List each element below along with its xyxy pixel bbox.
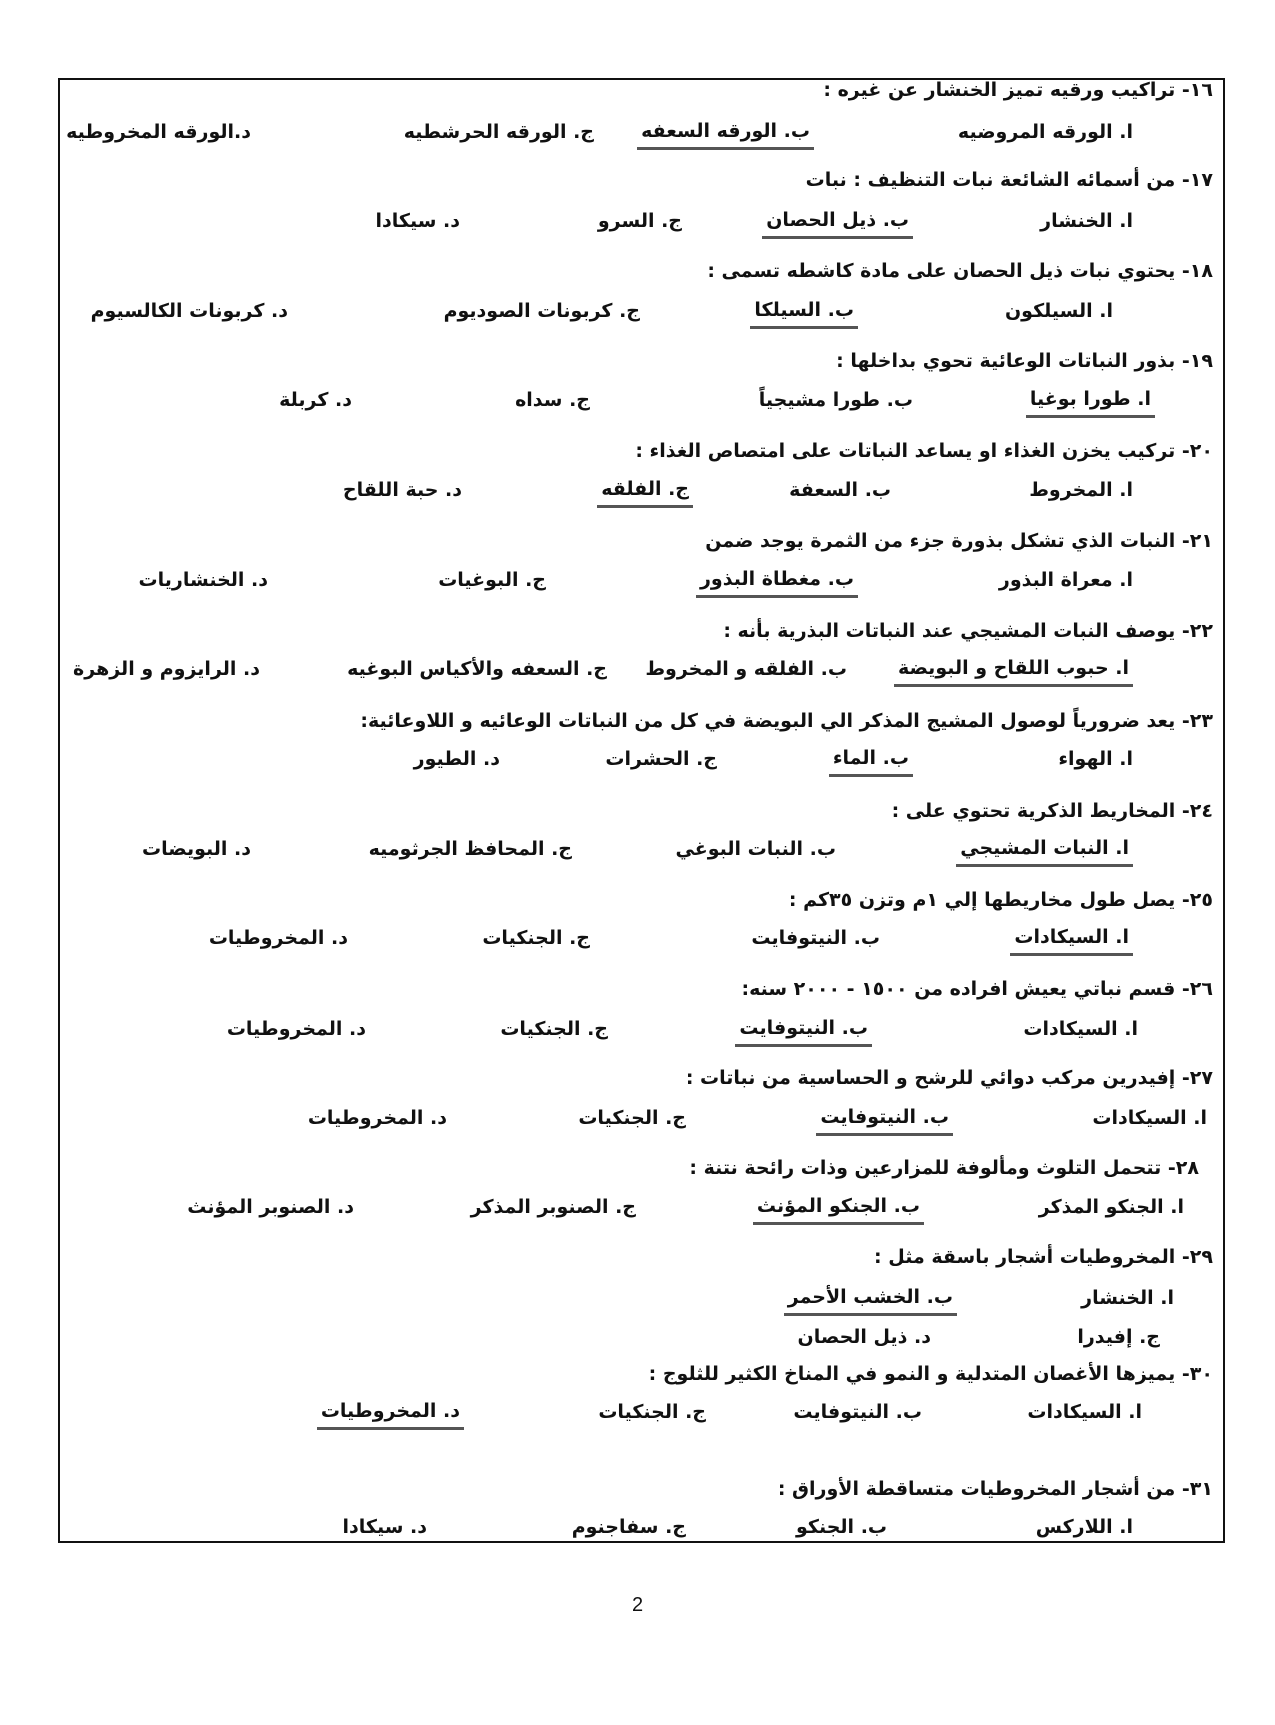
answer-option: د. حبة اللقاح	[342, 479, 462, 501]
question-text: ١٨- يحتوي نبات ذيل الحصان على مادة كاشطه تسمى :	[707, 260, 1213, 282]
question-text: ٢٥- يصل طول مخاريطها إلي ١م وتزن ٣٥كم :	[788, 889, 1213, 911]
answer-option: ا. السيكادات	[1027, 1401, 1142, 1423]
answer-option-underlined: ب. النيتوفايت	[735, 1017, 872, 1047]
answer-option-underlined: ا. السيكادات	[1010, 926, 1133, 956]
answer-option-underlined: ب. النيتوفايت	[816, 1106, 953, 1136]
answer-option: ج. المحافظ الجرثوميه	[368, 838, 572, 860]
answer-option: ج. السرو	[597, 210, 682, 232]
answer-option: د. البويضات	[142, 838, 251, 860]
answer-option: ج. السعفه والأكياس البوغيه	[347, 658, 607, 680]
answer-option-underlined: ب. ذيل الحصان	[762, 209, 913, 239]
question-text: ١٧- من أسمائه الشائعة نبات التنظيف : نبات	[805, 169, 1213, 191]
answer-option-underlined: ا. طورا بوغيا	[1026, 388, 1155, 418]
answer-option: د. سيكادا	[342, 1516, 427, 1538]
answer-option: ب. طورا مشيجياً	[758, 389, 913, 411]
answer-option: د. كربونات الكالسيوم	[90, 300, 288, 322]
answer-option: ج. الحشرات	[605, 748, 717, 770]
answer-option: ج. سداه	[515, 389, 590, 411]
answer-option: ب. النيتوفايت	[793, 1401, 922, 1423]
question-text: ٢٣- يعد ضرورياً لوصول المشيج المذكر الي البويضة في كل من النباتات الوعائيه و اللاوعائية:	[360, 710, 1213, 732]
answer-option: ا. اللاركس	[1035, 1516, 1133, 1538]
answer-option: ج. البوغيات	[438, 569, 546, 591]
answer-option: ج. الجنكيات	[482, 927, 590, 949]
answer-option-underlined: ب. الجنكو المؤنث	[753, 1195, 924, 1225]
answer-option: ج. الجنكيات	[598, 1401, 706, 1423]
answer-option: د. الرايزوم و الزهرة	[73, 658, 260, 680]
answer-option: ج. الجنكيات	[500, 1018, 608, 1040]
answer-option: ا. الجنكو المذكر	[1038, 1196, 1184, 1218]
answer-option: ا. السيلكون	[1004, 300, 1113, 322]
question-text: ١٦- تراكيب ورقيه تميز الخنشار عن غيره :	[823, 79, 1213, 101]
answer-option: د. الطيور	[413, 748, 500, 770]
question-text: ٢١- النبات الذي تشكل بذورة جزء من الثمرة يوجد ضمن	[705, 530, 1213, 552]
answer-option-underlined: ب. الورقه السعفه	[637, 120, 814, 150]
answer-option: ج. الصنوبر المذكر	[470, 1196, 636, 1218]
answer-option: ب. النبات البوغي	[675, 838, 836, 860]
answer-option: ج. إفيدرا	[1077, 1326, 1160, 1348]
question-text: ٣٠- يميزها الأغصان المتدلية و النمو في المناخ الكثير للثلوج :	[648, 1363, 1213, 1385]
answer-option: ا. السيكادات	[1092, 1107, 1207, 1129]
answer-option: ا. الخنشار	[1040, 210, 1133, 232]
answer-option-underlined: ب. مغطاة البذور	[696, 568, 858, 598]
answer-option: ا. الهواء	[1058, 748, 1133, 770]
question-text: ٢٨- تتحمل التلوث ومألوفة للمزارعين وذات رائحة نتنة :	[689, 1157, 1199, 1179]
answer-option-underlined: د. المخروطيات	[317, 1400, 464, 1430]
answer-option: ب. السعفة	[789, 479, 891, 501]
question-text: ٣١- من أشجار المخروطيات متساقطة الأوراق :	[777, 1478, 1213, 1500]
answer-option-underlined: ب. السيلكا	[750, 299, 858, 329]
question-text: ١٩- بذور النباتات الوعائية تحوي بداخلها :	[836, 350, 1213, 372]
question-text: ٢٢- يوصف النبات المشيجي عند النباتات البذرية بأنه :	[723, 620, 1213, 642]
answer-option: د. كربلة	[279, 389, 352, 411]
answer-option: د. ذيل الحصان	[797, 1326, 931, 1348]
answer-option: ا. الخنشار	[1081, 1287, 1174, 1309]
answer-option: ب. الجنكو	[796, 1516, 887, 1538]
answer-option: د. الخنشاريات	[138, 569, 268, 591]
question-text: ٢٤- المخاريط الذكرية تحتوي على :	[891, 800, 1213, 822]
answer-option-underlined: ا. النبات المشيجي	[956, 837, 1133, 867]
answer-option-underlined: ج. الفلقه	[597, 478, 693, 508]
answer-option: ا. معراة البذور	[998, 569, 1133, 591]
question-text: ٢٠- تركيب يخزن الغذاء او يساعد النباتات على امتصاص الغذاء :	[635, 440, 1213, 462]
answer-option-underlined: ا. حبوب اللقاح و البويضة	[894, 657, 1133, 687]
page-number: 2	[631, 1594, 644, 1616]
answer-option: د. المخروطيات	[226, 1018, 366, 1040]
answer-option: ج. الجنكيات	[578, 1107, 686, 1129]
answer-option: ج. كربونات الصوديوم	[443, 300, 640, 322]
answer-option-underlined: ب. الماء	[829, 747, 913, 777]
answer-option: ب. النيتوفايت	[751, 927, 880, 949]
question-text: ٢٩- المخروطيات أشجار باسقة مثل :	[874, 1246, 1213, 1268]
answer-option: د. الصنوبر المؤنث	[187, 1196, 354, 1218]
answer-option: د.الورقه المخروطيه	[66, 121, 251, 143]
answer-option-underlined: ب. الخشب الأحمر	[784, 1286, 957, 1316]
answer-option: ج. سفاجنوم	[571, 1516, 686, 1538]
answer-option: ا. المخروط	[1029, 479, 1133, 501]
answer-option: ا. السيكادات	[1023, 1018, 1138, 1040]
answer-option: د. المخروطيات	[208, 927, 348, 949]
answer-option: ا. الورقه المروضيه	[957, 121, 1133, 143]
answer-option: ج. الورقه الحرشطيه	[403, 121, 594, 143]
answer-option: ب. الفلقه و المخروط	[645, 658, 847, 680]
question-text: ٢٦- قسم نباتي يعيش افراده من ١٥٠٠ - ٢٠٠٠ سنه:	[741, 978, 1213, 1000]
question-text: ٢٧- إفيدرين مركب دوائي للرشح و الحساسية من نباتات :	[685, 1067, 1213, 1089]
answer-option: د. سيكادا	[375, 210, 460, 232]
answer-option: د. المخروطيات	[307, 1107, 447, 1129]
